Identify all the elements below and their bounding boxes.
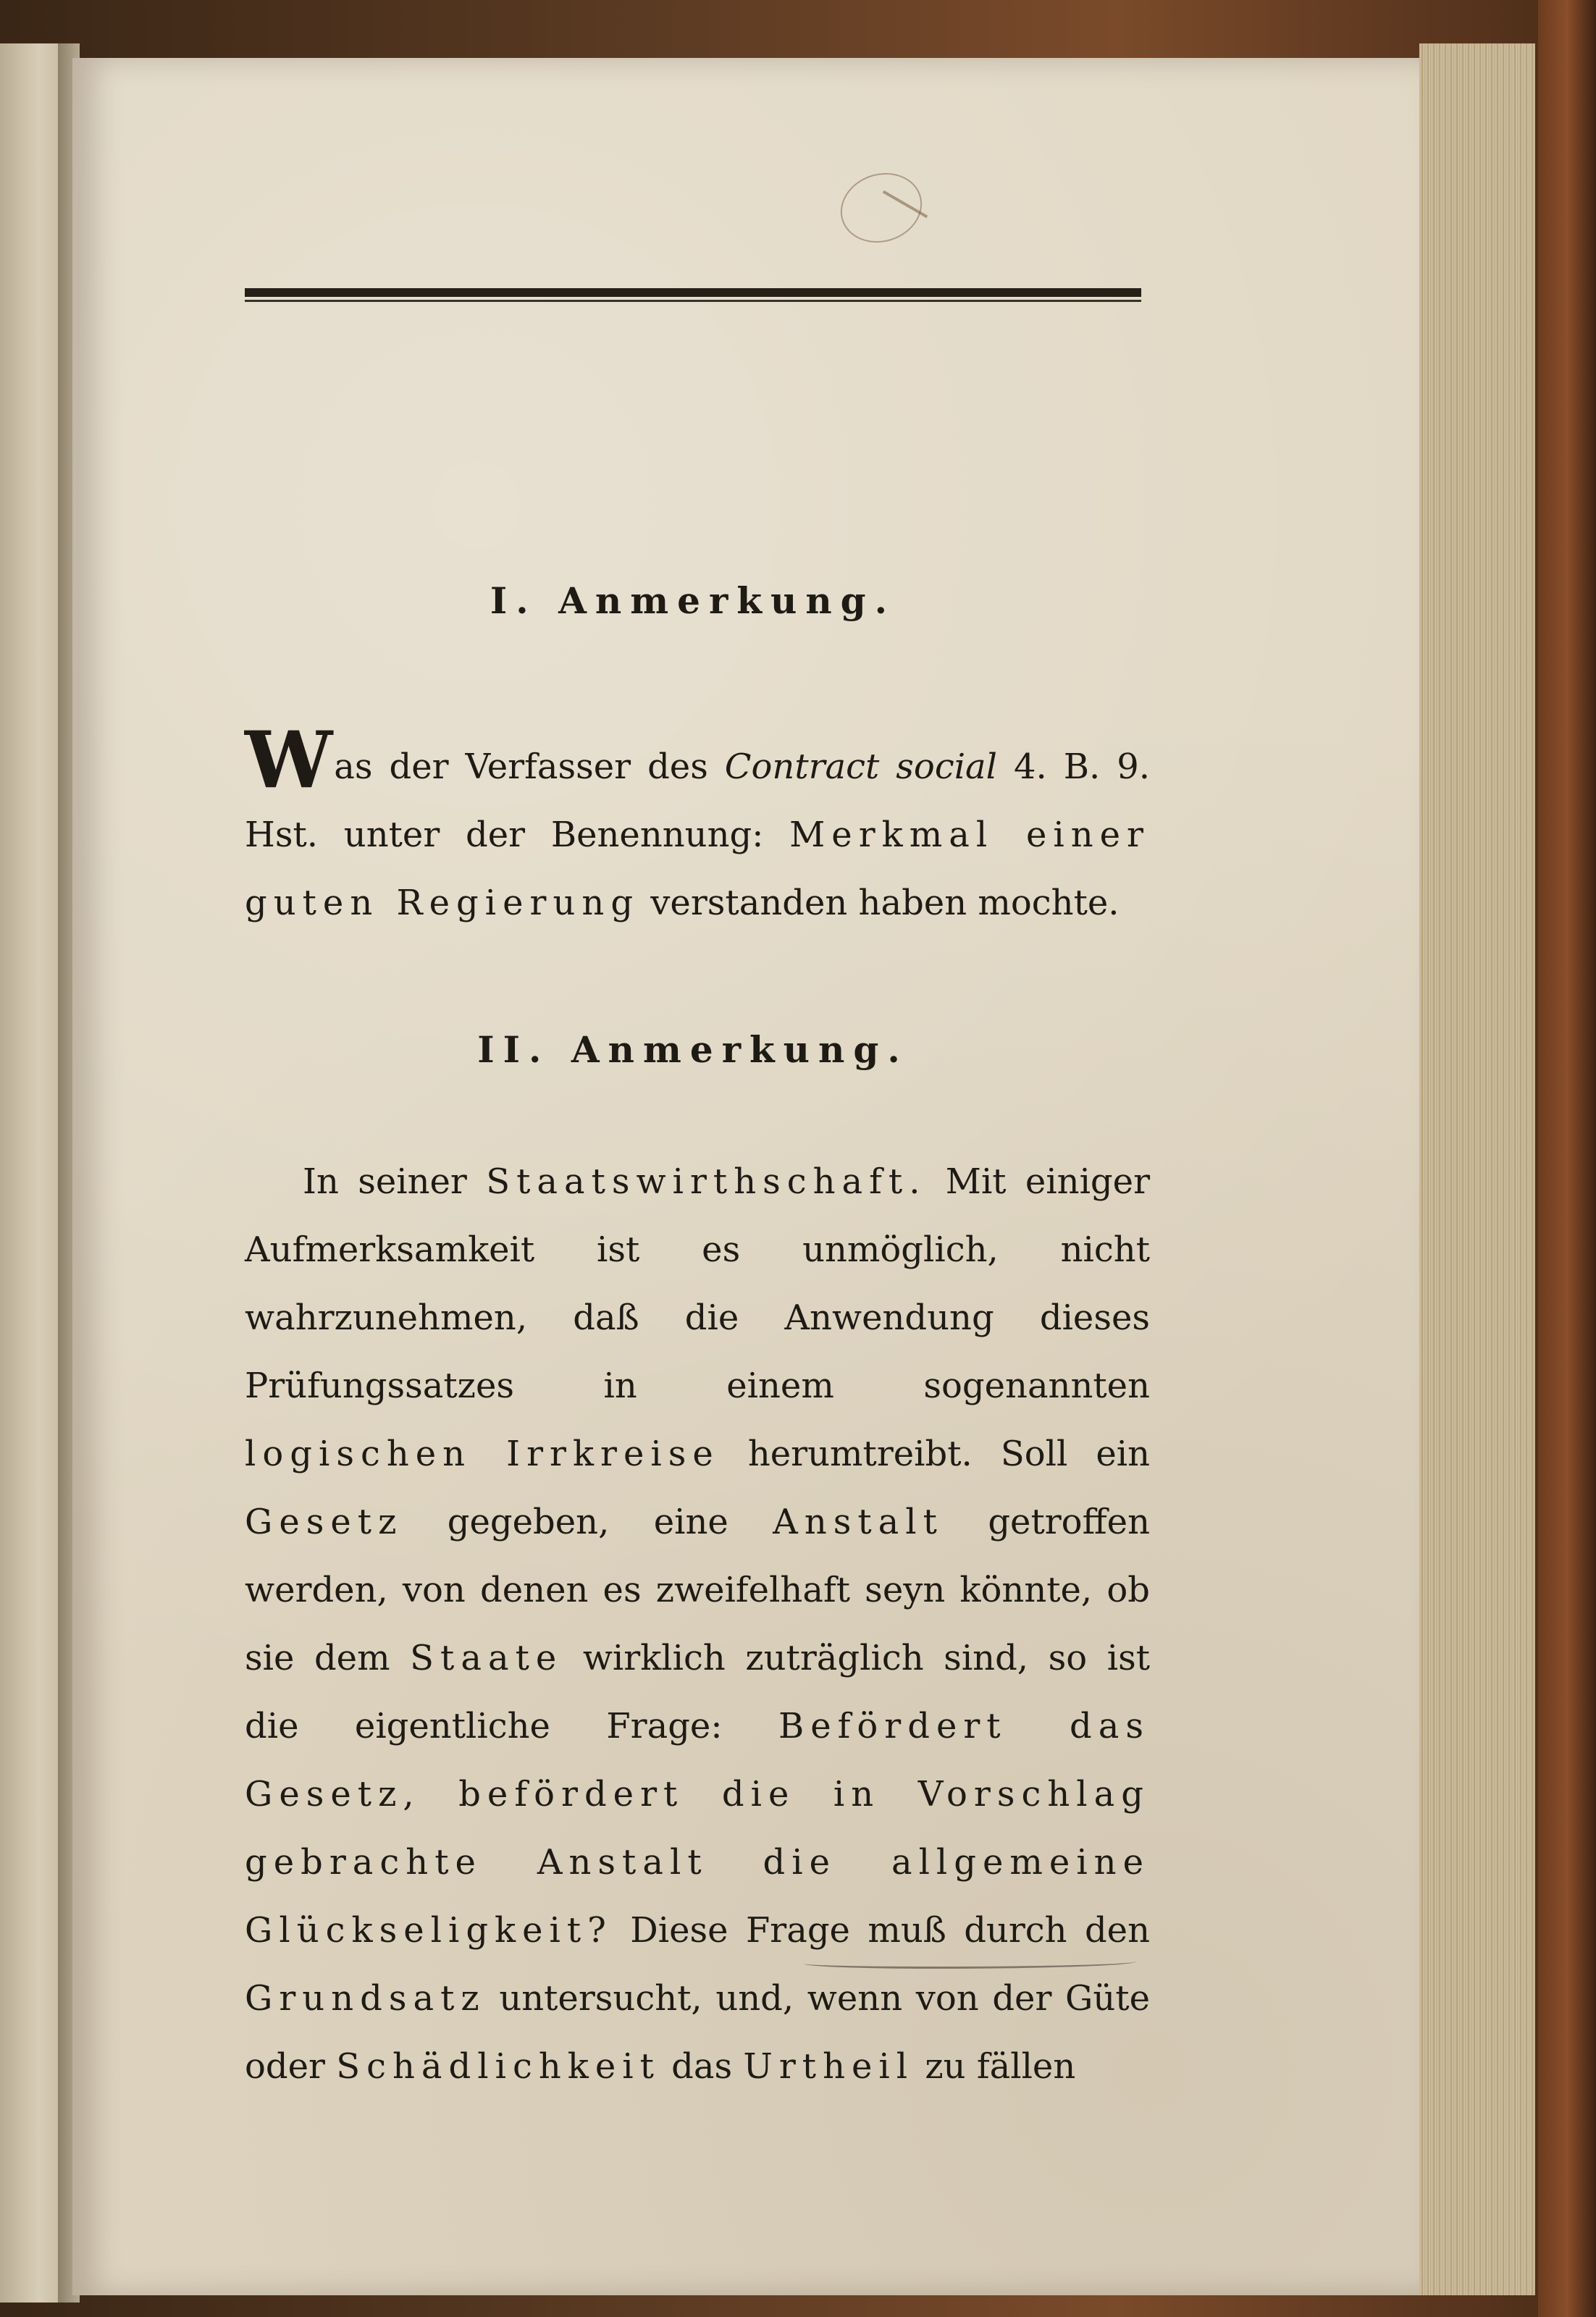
p2-s7: Grundsatz xyxy=(245,1978,486,2019)
paragraph-1-text-a: as der Verfasser des xyxy=(334,747,725,787)
section-heading-2: II. Anmerkung. xyxy=(477,1028,909,1071)
p2-t10: zu fällen xyxy=(914,2046,1076,2087)
p2-s4: Anstalt xyxy=(773,1502,944,1542)
p2-s5: Staate xyxy=(410,1638,563,1678)
p2-t2: Mit einiger Aufmerksamkeit ist es unmöglich, nicht wahrzunehmen, daß die Anwendung dieses Prüfungssatzes in einem sogenannten xyxy=(245,1161,1151,1406)
previous-page-edge xyxy=(0,43,65,2303)
p2-t5: getroffen werden, von denen es zweifelhaft seyn könnte, ob sie dem xyxy=(245,1502,1151,1678)
p2-t1: In seiner xyxy=(303,1161,487,1202)
p2-t6: wirklich zuträglich sind, so ist die eigentliche Frage: xyxy=(245,1638,1150,1746)
p2-t9: das xyxy=(660,2046,744,2087)
paragraph-1-text-c: verstanden haben mochte. xyxy=(639,883,1120,923)
header-rule-thin xyxy=(245,300,1141,302)
paragraph-1-spaced: Merkmal einer guten Regierung xyxy=(245,815,1151,923)
p2-t3: herumtreibt. Soll ein xyxy=(719,1434,1151,1474)
paragraph-1 xyxy=(245,715,1151,937)
p2-s3: Gesetz xyxy=(245,1502,403,1542)
p2-t7: Diese Frage muß durch den xyxy=(612,1910,1150,1951)
p2-t8: untersucht, und, wenn von der Güte oder xyxy=(245,1978,1150,2087)
p2-s2: logischen Irrkreise xyxy=(245,1434,720,1474)
paragraph-1-italic: Contract social xyxy=(724,747,998,787)
paragraph-1-text-b: 4. B. 9. Hst. unter der Benennung: xyxy=(245,747,1150,855)
book-binding-edge xyxy=(1538,0,1596,2317)
p2-s1: Staatswirthschaft. xyxy=(486,1161,927,1202)
header-rule xyxy=(245,288,1141,297)
p2-t4: gegeben, eine xyxy=(403,1502,773,1542)
section-heading-1: I. Anmerkung. xyxy=(490,579,896,622)
p2-s8: Schädlichkeit xyxy=(336,2046,660,2087)
page-stack-edges xyxy=(1419,43,1535,2295)
p2-s6: Befördert das Gesetz, befördert die in Vorschlag gebrachte Anstalt die allgemeine Glückseligkeit? xyxy=(245,1706,1150,1951)
drop-cap: W xyxy=(245,715,333,806)
p2-s9: Urtheil xyxy=(743,2046,915,2087)
